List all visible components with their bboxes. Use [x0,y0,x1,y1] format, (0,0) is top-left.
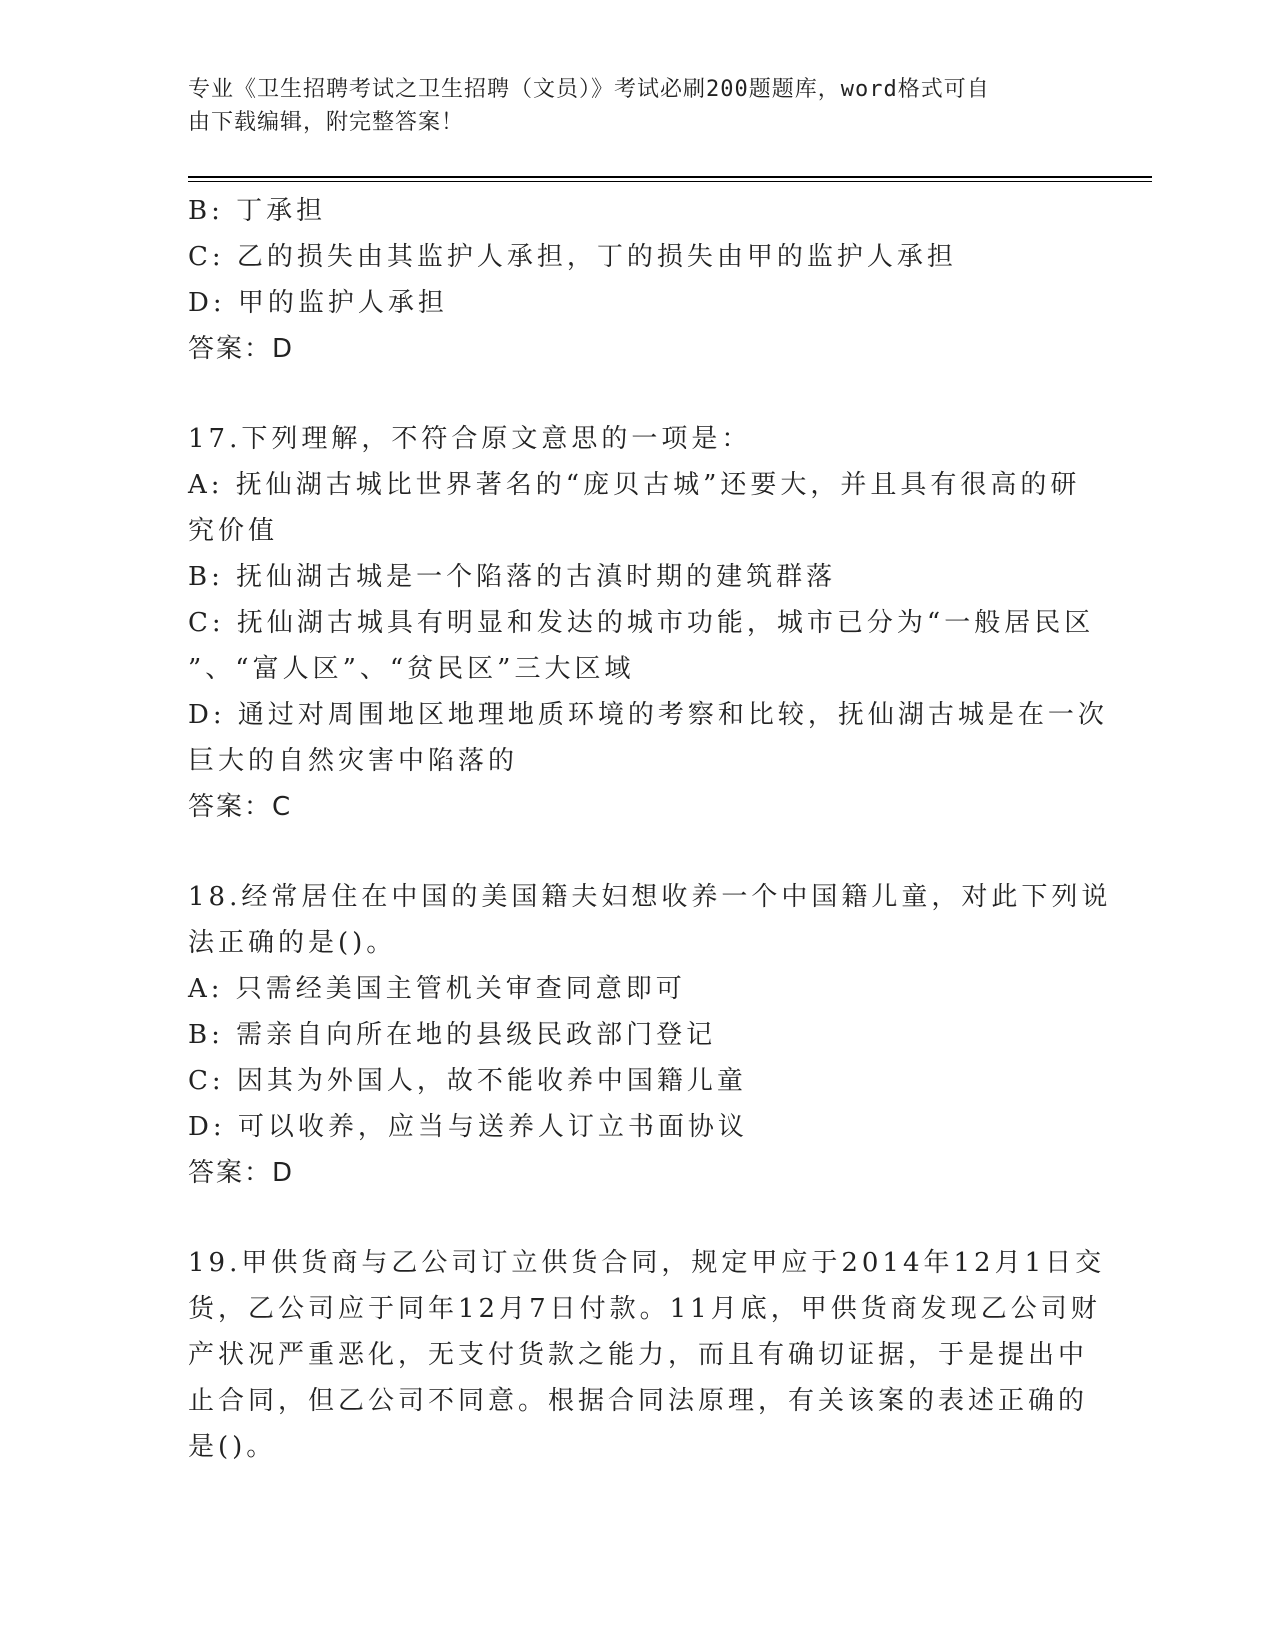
option-d-cont: 巨大的自然灾害中陷落的 [188,746,519,776]
option-b: B: 需亲自向所在地的县级民政部门登记 [188,1020,717,1050]
question-stem: 17.下列理解，不符合原文意思的一项是： [188,424,752,454]
document-header [188,73,1068,139]
answer-line: 答案：D [188,1158,295,1188]
header-line-1: 专业《卫生招聘考试之卫生招聘（文员）》考试必刷200题题库，word格式可自 [188,77,990,102]
answer-line: 答案：D [188,334,295,364]
question-stem: 19.甲供货商与乙公司订立供货合同，规定甲应于2014年12月1日交 [188,1248,1106,1278]
question-stem: 18.经常居住在中国的美国籍夫妇想收养一个中国籍儿童，对此下列说 [188,882,1112,912]
option-b: B: 抚仙湖古城是一个陷落的古滇时期的建筑群落 [188,562,837,592]
option-d: D: 通过对周围地区地理地质环境的考察和比较，抚仙湖古城是在一次 [188,700,1108,730]
spacer [188,372,1088,416]
option-c: C: 抚仙湖古城具有明显和发达的城市功能，城市已分为“一般居民区 [188,608,1095,638]
header-rule-thin [188,181,1152,182]
question-18 [188,874,1112,1196]
question-stem-cont: 法正确的是()。 [188,928,397,958]
option-a: A: 抚仙湖古城比世界著名的“庞贝古城”还要大，并且具有很高的研 [188,470,1081,500]
option-c: C: 乙的损失由其监护人承担，丁的损失由甲的监护人承担 [188,242,957,272]
option-a-cont: 究价值 [188,516,279,546]
question-17 [188,416,1108,830]
question-19 [188,1240,1106,1470]
option-d: D: 甲的监护人承担 [188,288,448,318]
option-d: D: 可以收养，应当与送养人订立书面协议 [188,1112,748,1142]
header-line-2: 由下载编辑，附完整答案！ [188,110,465,135]
answer-line: 答案：C [188,792,293,822]
question-stem-cont: 止合同，但乙公司不同意。根据合同法原理，有关该案的表述正确的 [188,1386,1089,1416]
option-b: B: 丁承担 [188,196,327,226]
question-stem-cont: 是()。 [188,1432,277,1462]
question-16-tail [188,188,1088,372]
document-body [188,188,1112,1470]
question-stem-cont: 产状况严重恶化，无支付货款之能力，而且有确切证据，于是提出中 [188,1340,1089,1370]
option-c-cont: ”、“富人区”、“贫民区”三大区域 [188,654,635,684]
header-rule-thick [188,176,1152,178]
question-stem-cont: 货，乙公司应于同年12月7日付款。11月底，甲供货商发现乙公司财 [188,1294,1101,1324]
spacer [188,1196,1088,1240]
option-c: C: 因其为外国人，故不能收养中国籍儿童 [188,1066,747,1096]
option-a: A: 只需经美国主管机关审查同意即可 [188,974,686,1004]
spacer [188,830,1088,874]
